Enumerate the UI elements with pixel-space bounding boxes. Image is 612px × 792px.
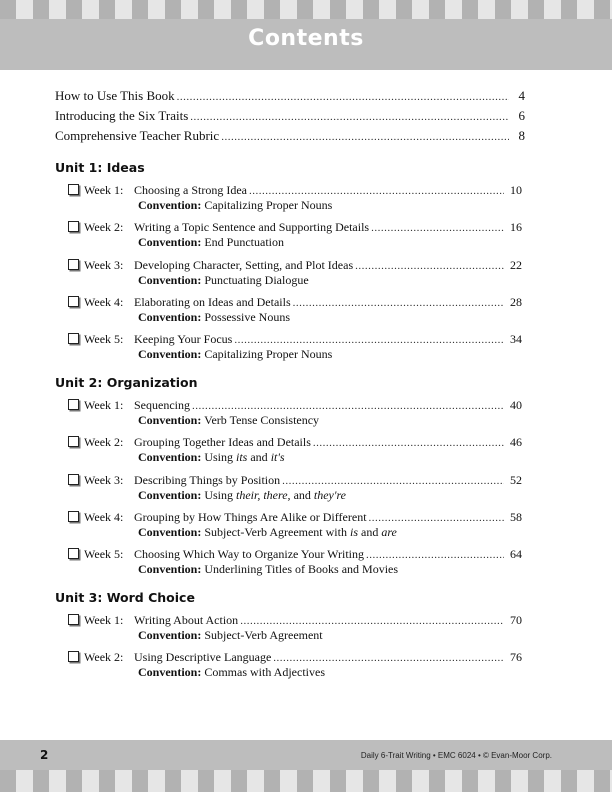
week-page: 40 — [510, 398, 522, 412]
convention-line — [68, 235, 522, 250]
page-number: 2 — [40, 748, 49, 762]
unit-heading: Unit 1: Ideas — [55, 160, 145, 175]
leader-dots — [369, 512, 504, 524]
week-label: Week 2: — [84, 650, 124, 664]
week-topic[interactable]: Elaborating on Ideas and Details — [134, 295, 291, 309]
checkbox[interactable] — [68, 614, 79, 625]
convention-emphasis: their, there, — [236, 488, 291, 502]
convention-emphasis: is — [349, 525, 358, 539]
week-topic[interactable]: Using Descriptive Language — [134, 650, 272, 664]
convention-text: Capitalizing Proper Nouns — [204, 198, 333, 212]
convention-label: Convention: — [138, 413, 202, 427]
week-page: 16 — [510, 220, 522, 234]
convention-label: Convention: — [138, 628, 202, 642]
checkbox[interactable] — [68, 296, 79, 307]
week-topic[interactable]: Writing About Action — [134, 613, 239, 627]
week-label: Week 2: — [84, 435, 124, 449]
week-entry — [68, 547, 522, 577]
convention-text: Subject-Verb Agreement with — [204, 525, 350, 539]
footer-credit: Daily 6-Trait Writing • EMC 6024 • © Evan-Moor Corp. — [360, 751, 552, 760]
toc-item-page: 4 — [518, 88, 525, 103]
leader-dots — [282, 475, 504, 487]
convention-label: Convention: — [138, 562, 202, 576]
convention-line — [68, 525, 522, 540]
convention-text: and — [247, 450, 271, 464]
unit-heading: Unit 3: Word Choice — [55, 590, 195, 605]
convention-text: and — [290, 488, 314, 502]
convention-text: Verb Tense Consistency — [204, 413, 320, 427]
convention-line — [68, 562, 522, 577]
week-entry — [68, 295, 522, 325]
convention-label: Convention: — [138, 488, 202, 502]
leader-dots — [240, 615, 504, 627]
week-entry — [68, 258, 522, 288]
convention-line — [68, 198, 522, 213]
leader-dots — [355, 260, 504, 272]
header-stripes — [0, 0, 612, 19]
convention-line — [68, 310, 522, 325]
week-label: Week 1: — [84, 613, 124, 627]
checkbox[interactable] — [68, 259, 79, 270]
convention-text: Commas with Adjectives — [204, 665, 325, 679]
checkbox[interactable] — [68, 651, 79, 662]
week-entry — [68, 613, 522, 643]
week-page: 70 — [510, 613, 522, 627]
week-label: Week 5: — [84, 547, 124, 561]
week-entry — [68, 435, 522, 465]
week-topic[interactable]: Sequencing — [134, 398, 190, 412]
week-label: Week 1: — [84, 183, 124, 197]
leader-dots — [313, 437, 504, 449]
toc-item-label: Introducing the Six Traits — [55, 108, 189, 123]
convention-text: Using — [204, 450, 237, 464]
checkbox[interactable] — [68, 436, 79, 447]
convention-text: Capitalizing Proper Nouns — [204, 347, 333, 361]
week-entry — [68, 510, 522, 540]
convention-emphasis: are — [381, 525, 397, 539]
toc-front-item[interactable] — [55, 128, 525, 144]
convention-label: Convention: — [138, 450, 202, 464]
checkbox[interactable] — [68, 399, 79, 410]
leader-dots — [190, 111, 509, 123]
leader-dots — [192, 400, 504, 412]
convention-line — [68, 488, 522, 503]
week-topic[interactable]: Developing Character, Setting, and Plot Ideas — [134, 258, 354, 272]
toc-front-item[interactable] — [55, 108, 525, 124]
week-label: Week 4: — [84, 510, 124, 524]
convention-text: Using — [204, 488, 237, 502]
convention-label: Convention: — [138, 525, 202, 539]
week-entry — [68, 473, 522, 503]
leader-dots — [273, 652, 504, 664]
week-page: 10 — [510, 183, 522, 197]
convention-label: Convention: — [138, 235, 202, 249]
week-entry — [68, 220, 522, 250]
toc-front-item[interactable] — [55, 88, 525, 104]
toc-item-page: 6 — [518, 108, 525, 123]
week-page: 58 — [510, 510, 522, 524]
week-page: 52 — [510, 473, 522, 487]
checkbox[interactable] — [68, 548, 79, 559]
convention-text: Punctuating Dialogue — [204, 273, 309, 287]
week-page: 64 — [510, 547, 522, 561]
week-label: Week 4: — [84, 295, 124, 309]
convention-line — [68, 450, 522, 465]
leader-dots — [221, 131, 509, 143]
convention-line — [68, 273, 522, 288]
page-footer — [0, 740, 612, 792]
leader-dots — [366, 549, 504, 561]
convention-text: Underlining Titles of Books and Movies — [204, 562, 399, 576]
week-page: 76 — [510, 650, 522, 664]
week-page: 28 — [510, 295, 522, 309]
week-entry — [68, 332, 522, 362]
toc-item-page: 8 — [518, 128, 525, 143]
convention-line — [68, 413, 522, 428]
convention-label: Convention: — [138, 665, 202, 679]
leader-dots — [249, 185, 504, 197]
leader-dots — [234, 334, 504, 346]
convention-label: Convention: — [138, 347, 202, 361]
week-topic[interactable]: Writing a Topic Sentence and Supporting Details — [134, 220, 370, 234]
week-topic[interactable]: Grouping Together Ideas and Details — [134, 435, 311, 449]
week-page: 22 — [510, 258, 522, 272]
convention-text: Possessive Nouns — [204, 310, 291, 324]
convention-text: Subject-Verb Agreement — [204, 628, 323, 642]
convention-line — [68, 665, 522, 680]
leader-dots — [293, 297, 504, 309]
toc-item-label: Comprehensive Teacher Rubric — [55, 128, 220, 143]
checkbox[interactable] — [68, 333, 79, 344]
checkbox[interactable] — [68, 184, 79, 195]
week-topic[interactable]: Choosing Which Way to Organize Your Writing — [134, 547, 364, 561]
week-entry — [68, 650, 522, 680]
leader-dots — [371, 222, 504, 234]
toc-item-label: How to Use This Book — [55, 88, 175, 103]
week-topic[interactable]: Keeping Your Focus — [134, 332, 233, 346]
week-label: Week 3: — [84, 258, 124, 272]
week-label: Week 5: — [84, 332, 124, 346]
week-topic[interactable]: Describing Things by Position — [134, 473, 281, 487]
convention-label: Convention: — [138, 273, 202, 287]
checkbox[interactable] — [68, 511, 79, 522]
convention-text: and — [358, 525, 382, 539]
week-page: 46 — [510, 435, 522, 449]
convention-emphasis: they're — [313, 488, 346, 502]
checkbox[interactable] — [68, 221, 79, 232]
page-header — [0, 0, 612, 70]
convention-emphasis: its — [236, 450, 248, 464]
convention-label: Convention: — [138, 310, 202, 324]
week-label: Week 3: — [84, 473, 124, 487]
footer-stripes — [0, 770, 612, 792]
unit-heading: Unit 2: Organization — [55, 375, 198, 390]
week-page: 34 — [510, 332, 522, 346]
week-label: Week 1: — [84, 398, 124, 412]
week-entry — [68, 398, 522, 428]
convention-text: End Punctuation — [204, 235, 285, 249]
convention-label: Convention: — [138, 198, 202, 212]
page-title: Contents — [248, 26, 364, 51]
leader-dots — [177, 91, 509, 103]
convention-line — [68, 628, 522, 643]
week-entry — [68, 183, 522, 213]
checkbox[interactable] — [68, 474, 79, 485]
week-label: Week 2: — [84, 220, 124, 234]
week-topic[interactable]: Grouping by How Things Are Alike or Different — [134, 510, 367, 524]
week-topic[interactable]: Choosing a Strong Idea — [134, 183, 247, 197]
convention-emphasis: it's — [270, 450, 285, 464]
convention-line — [68, 347, 522, 362]
